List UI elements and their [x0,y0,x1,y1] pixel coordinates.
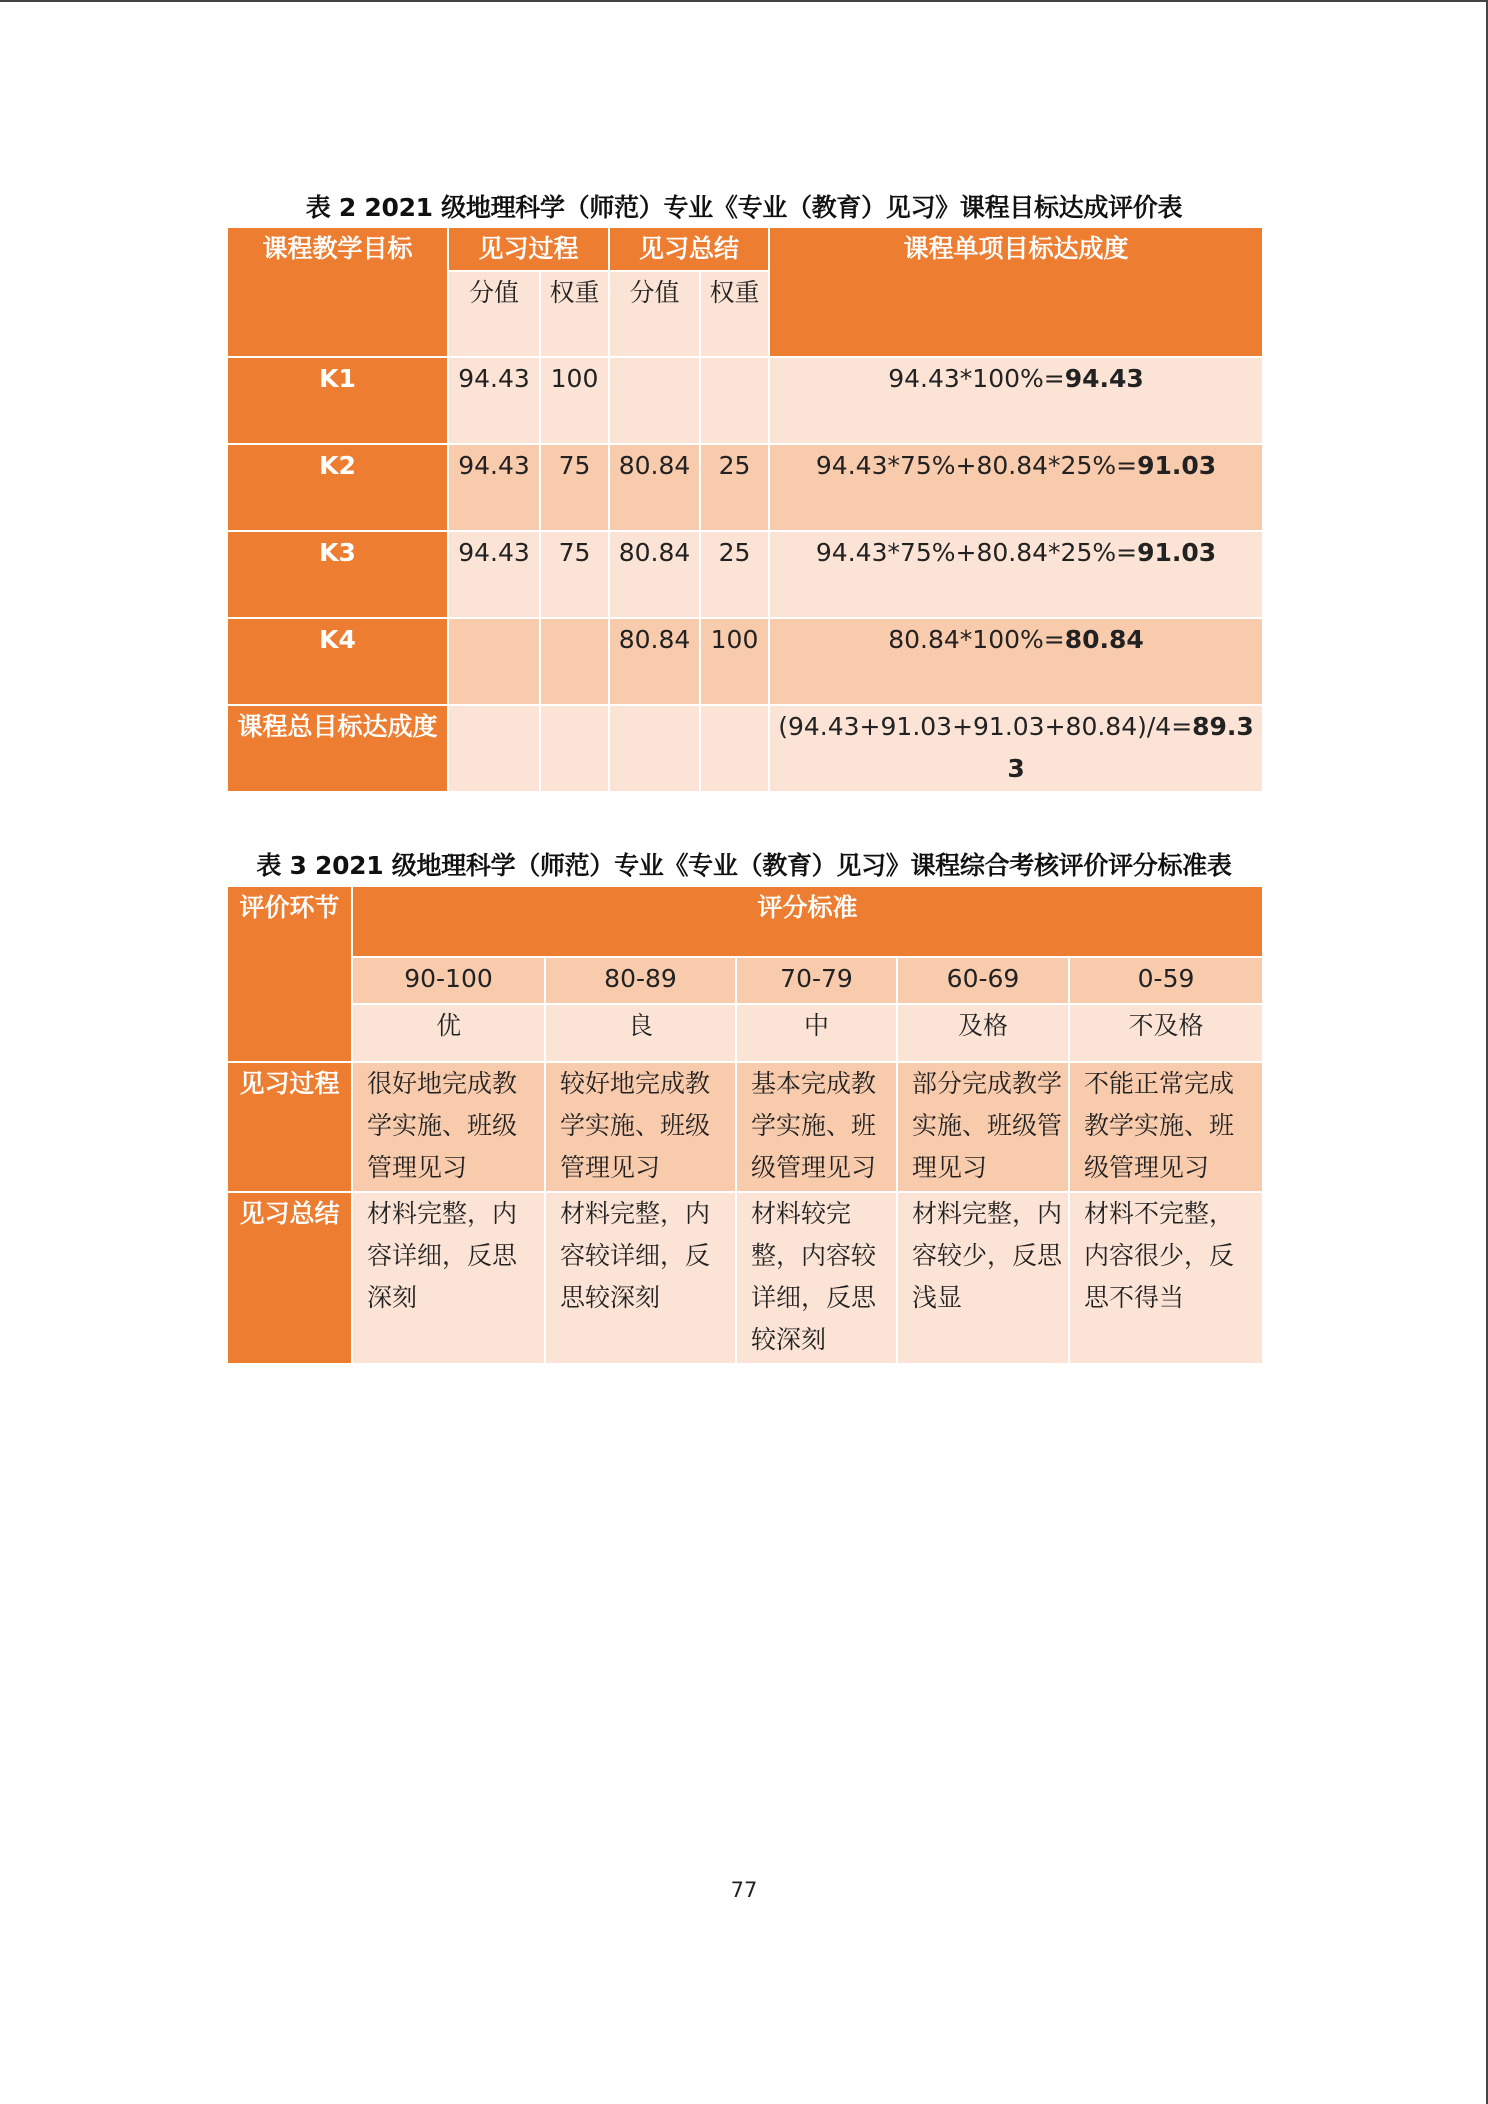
criteria-cell: 不能正常完成教学实施、班级管理见习 [1069,1062,1263,1192]
formula-text: 94.43*100%= [888,364,1065,393]
table2 [226,226,1264,793]
weight-cell [540,618,609,705]
table-row [227,444,1263,531]
formula-text: 94.43*75%+80.84*25%= [815,451,1138,480]
result-value: 80.84 [1064,625,1144,654]
total-result-cell [769,705,1263,792]
header-weight-process: 权重 [540,271,609,357]
criteria-cell: 材料不完整，内容很少，反思不得当 [1069,1192,1263,1364]
result-cell [769,618,1263,705]
grade-row [227,1004,1263,1062]
goal-cell: K3 [227,531,448,618]
header-score-summary: 分值 [609,271,700,357]
page-number: 77 [730,1878,758,1902]
table3-caption: 表 3 2021 级地理科学（师范）专业《专业（教育）见习》课程综合考核评价评分标准表 [256,851,1232,880]
table2-caption: 表 2 2021 级地理科学（师范）专业《专业（教育）见习》课程目标达成评价表 [305,193,1183,222]
table-row [227,1192,1263,1364]
criteria-cell: 材料完整，内容较少，反思浅显 [897,1192,1069,1364]
grade-cell: 优 [352,1004,545,1062]
grade-cell: 及格 [897,1004,1069,1062]
total-result-value: 89.33 [1007,712,1254,783]
empty-cell [448,705,540,792]
score-cell: 80.84 [609,531,700,618]
criteria-cell: 部分完成教学实施、班级管理见习 [897,1062,1069,1192]
score-cell: 94.43 [448,531,540,618]
weight-cell: 25 [700,444,769,531]
empty-cell [540,705,609,792]
stage-cell: 见习总结 [227,1192,352,1364]
score-cell: 80.84 [609,618,700,705]
range-cell: 90-100 [352,957,545,1004]
table-row [227,1062,1263,1192]
criteria-cell: 材料完整，内容详细，反思深刻 [352,1192,545,1364]
empty-cell [609,705,700,792]
formula-text: 94.43*75%+80.84*25%= [815,538,1138,567]
score-cell: 80.84 [609,444,700,531]
grade-cell: 良 [545,1004,736,1062]
score-cell: 94.43 [448,444,540,531]
criteria-cell: 较好地完成教学实施、班级管理见习 [545,1062,736,1192]
criteria-cell: 很好地完成教学实施、班级管理见习 [352,1062,545,1192]
formula-text: 80.84*100%= [888,625,1065,654]
criteria-cell: 基本完成教学实施、班级管理见习 [736,1062,897,1192]
table-row [227,531,1263,618]
range-cell: 70-79 [736,957,897,1004]
result-cell [769,357,1263,444]
header-goal: 课程教学目标 [227,227,448,357]
result-value: 94.43 [1064,364,1144,393]
header-score-process: 分值 [448,271,540,357]
header-result: 课程单项目标达成度 [769,227,1263,357]
total-label: 课程总目标达成度 [227,705,448,792]
weight-cell: 100 [700,618,769,705]
table3 [226,885,1264,1365]
result-cell [769,444,1263,531]
score-cell [448,618,540,705]
weight-cell: 75 [540,444,609,531]
weight-cell [700,357,769,444]
result-cell [769,531,1263,618]
range-row [227,957,1263,1004]
header-weight-summary: 权重 [700,271,769,357]
score-cell: 94.43 [448,357,540,444]
weight-cell: 25 [700,531,769,618]
grade-cell: 中 [736,1004,897,1062]
range-cell: 80-89 [545,957,736,1004]
goal-cell: K1 [227,357,448,444]
total-formula: (94.43+91.03+91.03+80.84)/4= [778,712,1193,741]
header-process: 见习过程 [448,227,609,271]
header-stage: 评价环节 [227,886,352,1062]
criteria-cell: 材料较完整，内容较详细，反思较深刻 [736,1192,897,1364]
criteria-cell: 材料完整，内容较详细，反思较深刻 [545,1192,736,1364]
header-standard: 评分标准 [352,886,1263,957]
empty-cell [700,705,769,792]
range-cell: 0-59 [1069,957,1263,1004]
stage-cell: 见习过程 [227,1062,352,1192]
grade-cell: 不及格 [1069,1004,1263,1062]
header-summary: 见习总结 [609,227,769,271]
range-cell: 60-69 [897,957,1069,1004]
weight-cell: 100 [540,357,609,444]
weight-cell: 75 [540,531,609,618]
goal-cell: K4 [227,618,448,705]
result-value: 91.03 [1137,451,1217,480]
score-cell [609,357,700,444]
table-row [227,618,1263,705]
total-row [227,705,1263,792]
table-row [227,357,1263,444]
goal-cell: K2 [227,444,448,531]
result-value: 91.03 [1137,538,1217,567]
